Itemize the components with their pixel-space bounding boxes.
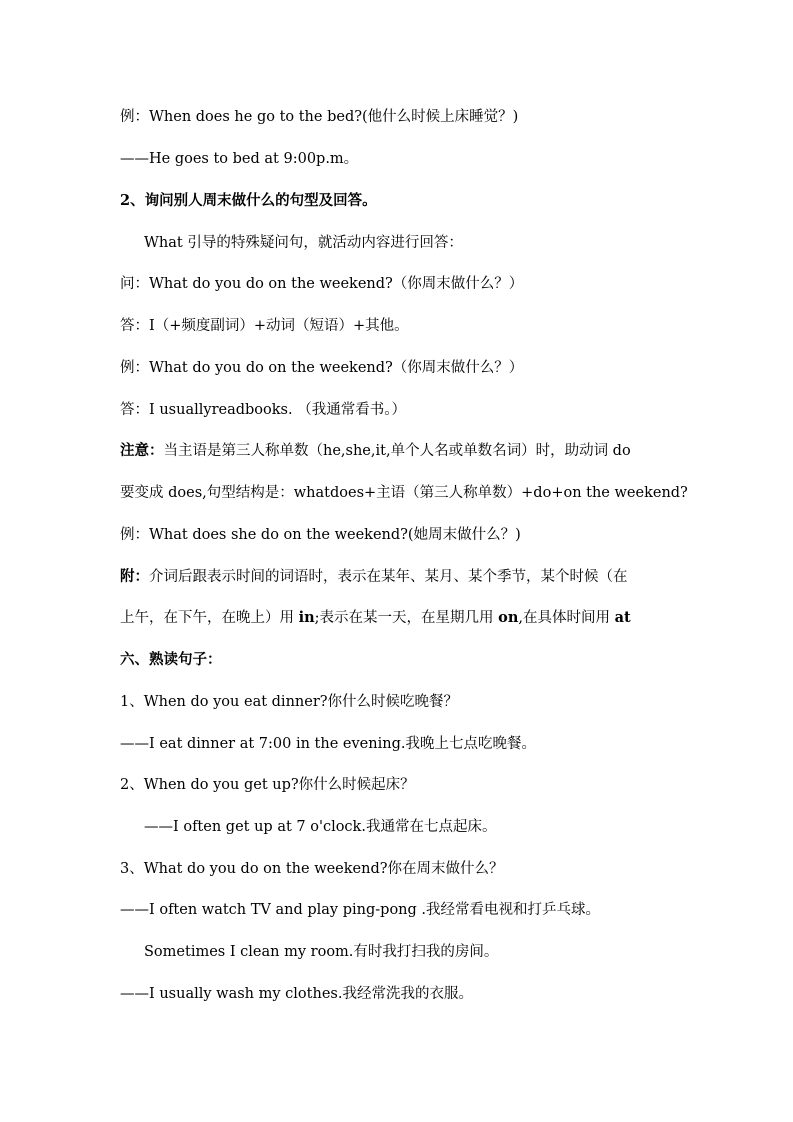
- preposition-rule-line: [120, 606, 681, 630]
- sentence-2-question: 2、When do you get up?你什么时候起床？: [120, 777, 415, 793]
- example-line-she: 例：What does she do on the weekend?(她周末做什么？): [120, 527, 521, 543]
- section-heading-weekend: 2、询问别人周末做什么的句型及回答。: [120, 192, 377, 209]
- prep-in: in: [298, 609, 315, 626]
- rule-text-c: ,在具体时间用: [518, 610, 615, 626]
- sentence-1-answer: ——I eat dinner at 7:00 in the evening.我晚上七点吃晚餐。: [120, 736, 536, 752]
- rule-text-a: 上午，在下午，在晚上）用: [120, 610, 299, 626]
- prep-on: on: [498, 609, 519, 626]
- appendix-text: 介词后跟表示时间的词语时，表示在某年、某月、某个季节，某个时候（在: [149, 569, 628, 585]
- what-question-intro: What 引导的特殊疑问句，就活动内容进行回答：: [144, 235, 463, 251]
- question-line-weekend: 问：What do you do on the weekend?（你周末做什么？）: [120, 276, 524, 292]
- sentence-3-answer-c: ——I usually wash my clothes.我经常洗我的衣服。: [120, 986, 473, 1002]
- sentence-3-question: 3、What do you do on the weekend?你在周末做什么？: [120, 861, 504, 877]
- note-continuation-line: 要变成 does,句型结构是：whatdoes+主语（第三人称单数）+do+on the weekend?: [120, 485, 688, 501]
- note-line: [120, 439, 681, 463]
- sentence-3-answer: ——I often watch TV and play ping-pong .我经常看电视和打乒乓球。: [120, 902, 601, 918]
- example-line-bedtime: 例：When does he go to the bed?(他什么时候上床睡觉？): [120, 109, 519, 125]
- note-label: 注意：: [120, 442, 164, 459]
- answer-example-line: 答：I usuallyreadbooks. （我通常看书。）: [120, 402, 406, 418]
- rule-text-b: ;表示在某一天，在星期几用: [314, 610, 499, 626]
- appendix-line: [120, 565, 681, 589]
- sentence-2-answer: ——I often get up at 7 o'clock.我通常在七点起床。: [144, 819, 497, 835]
- answer-pattern-line: 答：I（+频度副词）+动词（短语）+其他。: [120, 318, 409, 334]
- answer-line-bedtime: ——He goes to bed at 9:00p.m。: [120, 151, 359, 167]
- note-text: 当主语是第三人称单数（he,she,it,单个人名或单数名词）时，助动词 do: [163, 443, 631, 459]
- prep-at: at: [614, 609, 631, 626]
- sentence-3-answer-b: Sometimes I clean my room.有时我打扫我的房间。: [144, 944, 499, 960]
- section-heading-reading: 六、熟读句子：: [120, 651, 222, 668]
- appendix-label: 附：: [120, 568, 149, 585]
- example-line-weekend: 例：What do you do on the weekend?（你周末做什么？）: [120, 360, 524, 376]
- sentence-1-question: 1、When do you eat dinner?你什么时候吃晚餐？: [120, 694, 459, 710]
